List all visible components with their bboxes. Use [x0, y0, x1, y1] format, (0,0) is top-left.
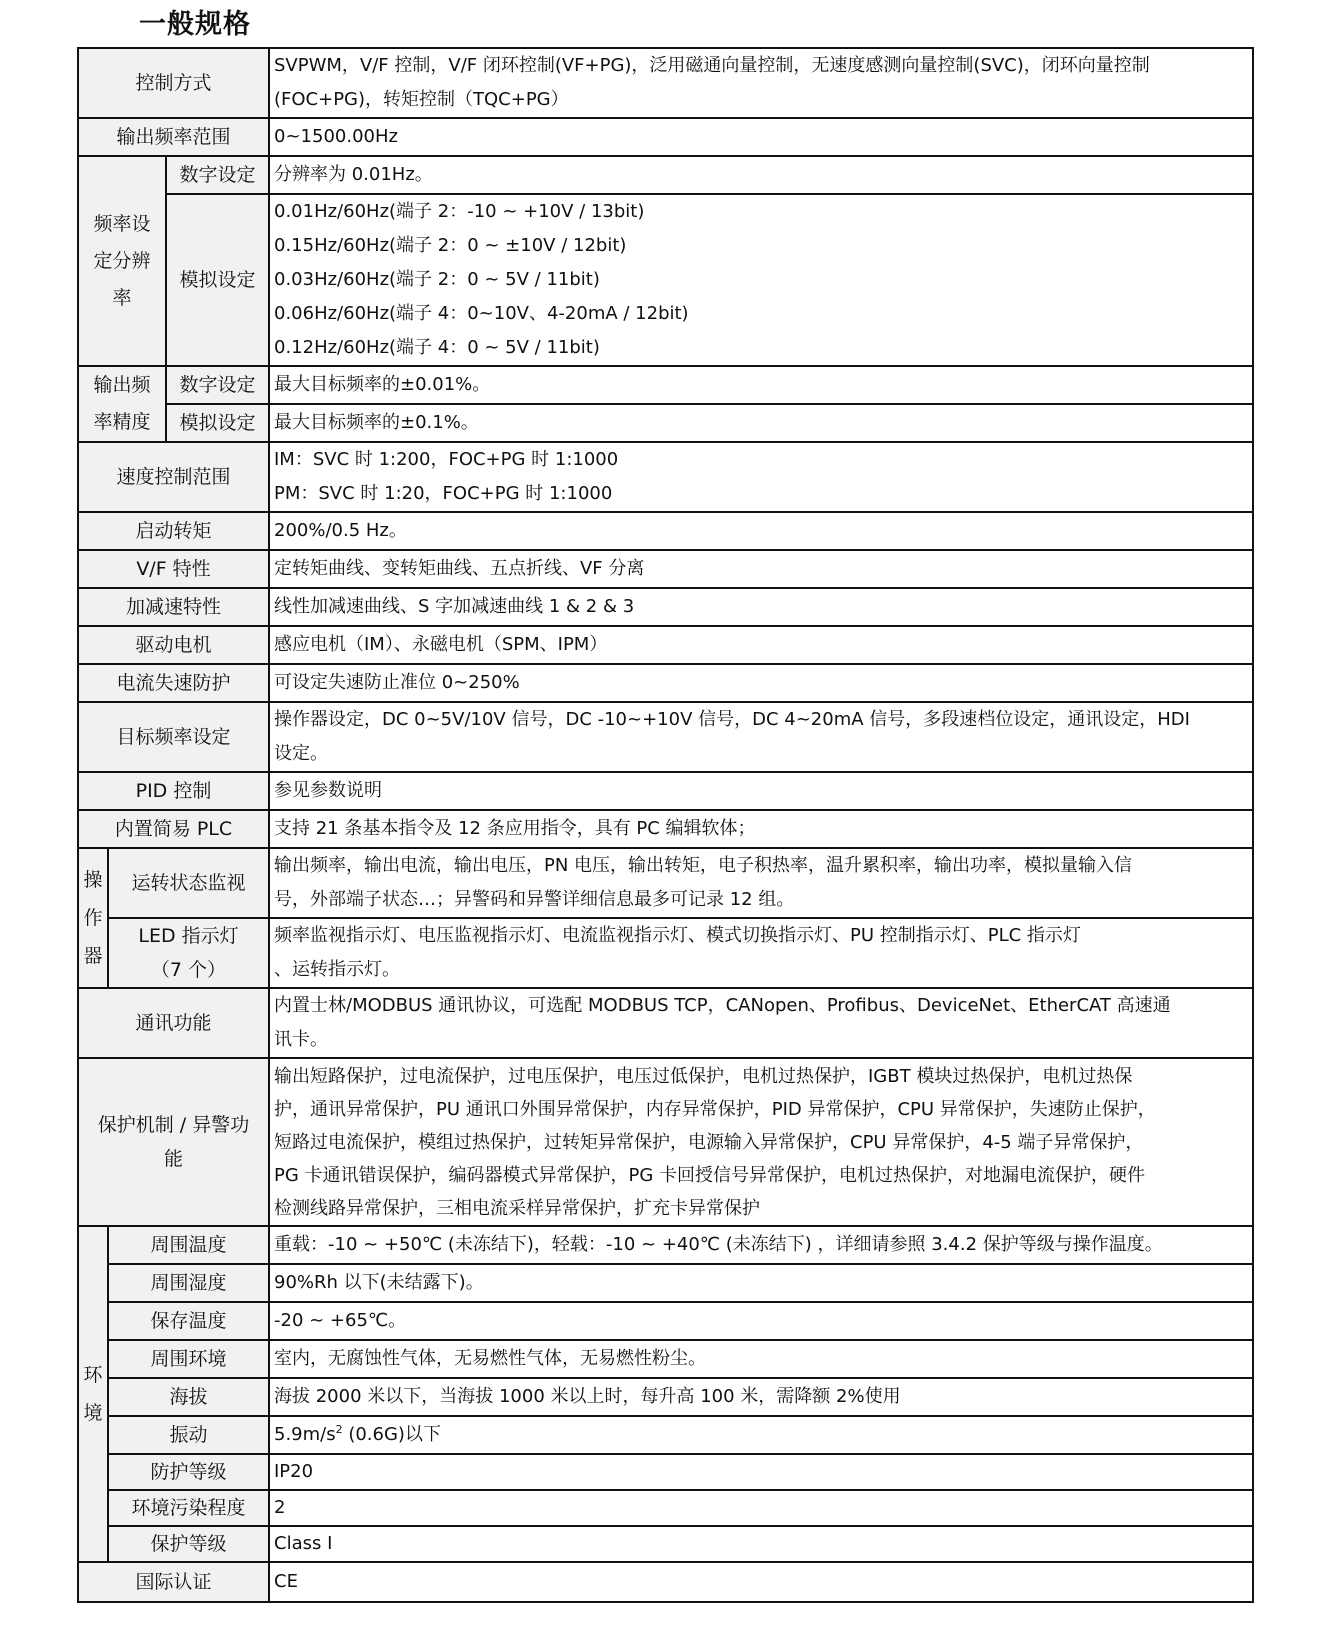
sub-label: 数字设定 — [166, 156, 269, 194]
row-value: 定转矩曲线、变转矩曲线、五点折线、VF 分离 — [269, 550, 1253, 588]
row-value — [269, 1416, 1253, 1454]
row-label: 目标频率设定 — [78, 702, 269, 772]
row-value: 支持 21 条基本指令及 12 条应用指令，具有 PC 编辑软体； — [269, 810, 1253, 848]
table-row — [78, 512, 1253, 550]
value-line: 操作器设定，DC 0~5V/10V 信号，DC -10~+10V 信号，DC 4~20mA 信号，多段速档位设定，通讯设定，HDI — [274, 709, 1190, 730]
table-row — [78, 810, 1253, 848]
sub-label: 模拟设定 — [166, 404, 269, 442]
group-label — [78, 848, 108, 988]
value-line: 短路过电流保护，模组过热保护，过转矩异常保护，电源输入异常保护，CPU 异常保护，4-5 端子异常保护， — [274, 1131, 1144, 1153]
group-label — [78, 366, 166, 442]
row-value: 室内，无腐蚀性气体，无易燃性气体，无易燃性粉尘。 — [269, 1340, 1253, 1378]
row-value: 0~1500.00Hz — [269, 118, 1253, 156]
row-value: 200%/0.5 Hz。 — [269, 512, 1253, 550]
value-line: (FOC+PG)，转矩控制（TQC+PG） — [274, 89, 569, 110]
table-row — [78, 1562, 1253, 1602]
row-value: 参见参数说明 — [269, 772, 1253, 810]
row-value — [269, 1058, 1253, 1226]
value-line: IM：SVC 时 1:200，FOC+PG 时 1:1000 — [274, 449, 619, 470]
table-row — [78, 366, 1253, 404]
sub-label: 振动 — [108, 1416, 269, 1454]
row-label — [78, 1058, 269, 1226]
page-title: 一般规格 — [139, 9, 251, 40]
value-line: 0.12Hz/60Hz(端子 4：0 ~ 5V / 11bit) — [274, 337, 600, 358]
value-line: 、运转指示灯。 — [274, 959, 400, 980]
value-line: 设定。 — [274, 743, 328, 764]
sub-label: 环境污染程度 — [108, 1490, 269, 1526]
group-label-text: 频率设定分辨率 — [93, 212, 151, 309]
group-label — [78, 1226, 108, 1562]
row-value: 最大目标频率的±0.01%。 — [269, 366, 1253, 404]
group-label-text: 操作器 — [83, 869, 103, 967]
value-line: 0.06Hz/60Hz(端子 4：0~10V、4-20mA / 12bit) — [274, 303, 689, 324]
sub-label: 运转状态监视 — [108, 848, 269, 918]
value-line: SVPWM，V/F 控制，V/F 闭环控制(VF+PG)，泛用磁通向量控制，无速度感测向量控制(SVC)，闭环向量控制 — [274, 55, 1150, 76]
sub-label — [108, 918, 269, 988]
row-label-line: 能 — [163, 1148, 183, 1170]
value-superscript: 2 — [335, 1423, 343, 1436]
value-text: 5.9m/s — [274, 1424, 336, 1445]
row-label: PID 控制 — [78, 772, 269, 810]
row-value: 可设定失速防止准位 0~250% — [269, 664, 1253, 702]
sub-label: 海拔 — [108, 1378, 269, 1416]
table-row — [78, 1058, 1253, 1226]
table-row — [78, 1416, 1253, 1454]
row-value: 感应电机（IM）、永磁电机（SPM、IPM） — [269, 626, 1253, 664]
sub-label: 周围温度 — [108, 1226, 269, 1264]
row-value — [269, 848, 1253, 918]
table-row — [78, 156, 1253, 194]
group-label-text: 环境 — [83, 1364, 103, 1424]
table-row — [78, 848, 1253, 918]
group-label — [78, 156, 166, 366]
value-line: 护，通讯异常保护，PU 通讯口外围异常保护，内存异常保护，PID 异常保护，CPU 异常保护，失速防止保护， — [274, 1098, 1156, 1120]
row-value — [269, 442, 1253, 512]
group-label-text: 输出频率精度 — [93, 374, 151, 433]
table-row — [78, 404, 1253, 442]
row-label: 通讯功能 — [78, 988, 269, 1058]
value-line: 号，外部端子状态…；异警码和异警详细信息最多可记录 12 组。 — [274, 889, 795, 910]
value-line: 讯卡。 — [274, 1029, 328, 1050]
table-row — [78, 194, 1253, 366]
general-spec-table — [77, 47, 1254, 1603]
table-row — [78, 1226, 1253, 1264]
row-value — [269, 988, 1253, 1058]
sub-label: 模拟设定 — [166, 194, 269, 366]
table-row — [78, 442, 1253, 512]
row-value: 最大目标频率的±0.1%。 — [269, 404, 1253, 442]
value-line: 输出短路保护，过电流保护，过电压保护，电压过低保护，电机过热保护，IGBT 模块过热保护，电机过热保 — [274, 1065, 1133, 1087]
table-row — [78, 1454, 1253, 1490]
value-line: 频率监视指示灯、电压监视指示灯、电流监视指示灯、模式切换指示灯、PU 控制指示灯、PLC 指示灯 — [274, 925, 1081, 946]
row-label: 国际认证 — [78, 1562, 269, 1602]
value-line: 0.03Hz/60Hz(端子 2：0 ~ 5V / 11bit) — [274, 269, 600, 290]
row-value — [269, 48, 1253, 118]
row-label-line: 保护机制 / 异警功 — [97, 1114, 250, 1136]
row-label: 启动转矩 — [78, 512, 269, 550]
row-value — [269, 918, 1253, 988]
row-label: 速度控制范围 — [78, 442, 269, 512]
value-line: 0.01Hz/60Hz(端子 2：-10 ~ +10V / 13bit) — [274, 201, 645, 222]
table-row — [78, 588, 1253, 626]
table-row — [78, 626, 1253, 664]
row-value — [269, 702, 1253, 772]
value-line: PG 卡通讯错误保护，编码器模式异常保护，PG 卡回授信号异常保护，电机过热保护，对地漏电流保护，硬件 — [274, 1164, 1146, 1186]
row-value: 海拔 2000 米以下，当海拔 1000 米以上时，每升高 100 米，需降额 2%使用 — [269, 1378, 1253, 1416]
table-row — [78, 988, 1253, 1058]
value-line: 检测线路异常保护，三相电流采样异常保护，扩充卡异常保护 — [274, 1197, 760, 1219]
table-row — [78, 1340, 1253, 1378]
row-label: 电流失速防护 — [78, 664, 269, 702]
sub-label: 周围湿度 — [108, 1264, 269, 1302]
value-line: 内置士林/MODBUS 通讯协议，可选配 MODBUS TCP，CANopen、Profibus、DeviceNet、EtherCAT 高速通 — [274, 995, 1171, 1016]
row-value — [269, 194, 1253, 366]
sub-label: 保护等级 — [108, 1526, 269, 1562]
table-row — [78, 550, 1253, 588]
sub-label: 保存温度 — [108, 1302, 269, 1340]
row-value: 2 — [269, 1490, 1253, 1526]
table-row — [78, 1490, 1253, 1526]
row-label: 控制方式 — [78, 48, 269, 118]
sub-label: 周围环境 — [108, 1340, 269, 1378]
row-value: 分辨率为 0.01Hz。 — [269, 156, 1253, 194]
sub-label: 防护等级 — [108, 1454, 269, 1490]
row-label: 输出频率范围 — [78, 118, 269, 156]
row-value: CE — [269, 1562, 1253, 1602]
value-line: 输出频率，输出电流，输出电压，PN 电压，输出转矩，电子积热率，温升累积率，输出功率，模拟量输入信 — [274, 855, 1133, 876]
sub-label-line: LED 指示灯 — [138, 925, 239, 947]
value-text: (0.6G)以下 — [342, 1424, 441, 1445]
row-label: 驱动电机 — [78, 626, 269, 664]
table-row — [78, 1302, 1253, 1340]
row-value: 重载：-10 ~ +50℃ (未冻结下)，轻载：-10 ~ +40℃ (未冻结下) ，详细请参照 3.4.2 保护等级与操作温度。 — [269, 1226, 1253, 1264]
table-row — [78, 664, 1253, 702]
row-value: 90%Rh 以下(未结露下)。 — [269, 1264, 1253, 1302]
table-row — [78, 1264, 1253, 1302]
table-row — [78, 1378, 1253, 1416]
row-label: V/F 特性 — [78, 550, 269, 588]
table-row — [78, 918, 1253, 988]
row-value: 线性加减速曲线、S 字加减速曲线 1 & 2 & 3 — [269, 588, 1253, 626]
row-label: 加减速特性 — [78, 588, 269, 626]
row-value: IP20 — [269, 1454, 1253, 1490]
table-row — [78, 118, 1253, 156]
value-line: PM：SVC 时 1:20，FOC+PG 时 1:1000 — [274, 483, 613, 504]
value-line: 0.15Hz/60Hz(端子 2：0 ~ ±10V / 12bit) — [274, 235, 627, 256]
row-label: 内置简易 PLC — [78, 810, 269, 848]
table-row — [78, 1526, 1253, 1562]
row-value: -20 ~ +65℃。 — [269, 1302, 1253, 1340]
row-value: Class I — [269, 1526, 1253, 1562]
sub-label: 数字设定 — [166, 366, 269, 404]
sub-label-line: （7 个） — [150, 959, 227, 981]
table-row — [78, 48, 1253, 118]
table-row — [78, 772, 1253, 810]
table-row — [78, 702, 1253, 772]
